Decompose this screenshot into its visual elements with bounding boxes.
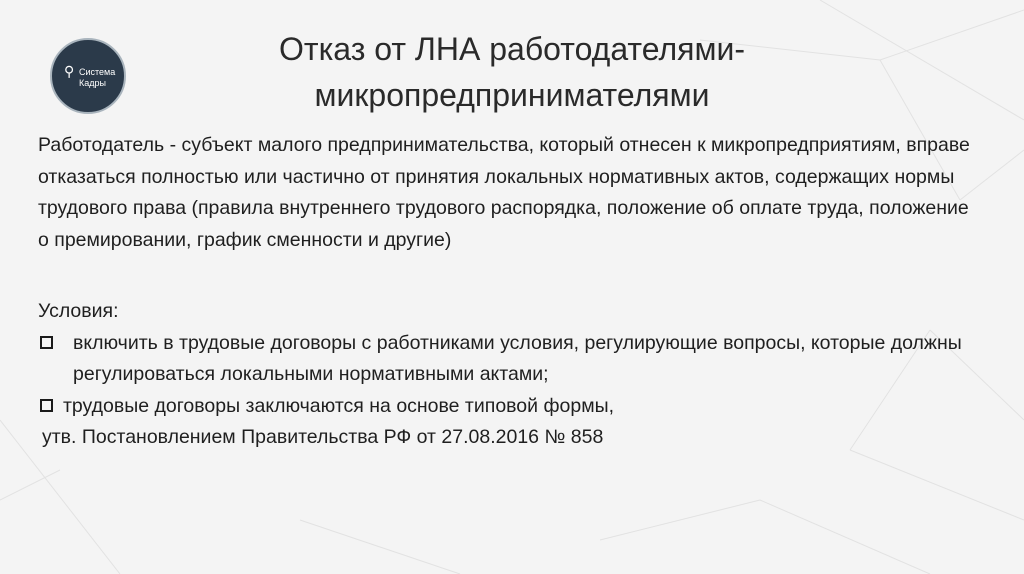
condition-item-text: трудовые договоры заключаются на основе типовой формы,: [63, 394, 615, 417]
condition-item-text: включить в трудовые договоры с работниками условия, регулирующие вопросы, которые должны регулироваться локальными нормативными актами;: [73, 331, 962, 385]
intro-paragraph: Работодатель - субъект малого предпринимательства, который отнесен к микропредприятиям, вправе отказаться полностью или частично от принятия локальных нормативных актов, содержащих нормы трудового права (правила внутреннего трудового распорядка, положение об оплате труда, положение о премировании, график сменности и другие): [38, 134, 970, 251]
condition-note: утв. Постановлением Правительства РФ от 27.08.2016 № 858: [42, 426, 604, 448]
slide-title-line2: микропредпринимателями: [314, 77, 710, 113]
checkbox-bullet-icon: [40, 399, 53, 412]
condition-item: [38, 391, 978, 423]
conditions-heading: Условия:: [38, 300, 119, 322]
slide-title-line1: Отказ от ЛНА работодателями-: [279, 31, 745, 67]
person-network-icon: ⚲: [64, 63, 75, 79]
logo-text-line2: Кадры: [79, 78, 106, 88]
logo-text-line1: Система: [79, 67, 116, 77]
condition-item: [38, 328, 978, 391]
checkbox-bullet-icon: [40, 336, 53, 349]
slide-body: [38, 130, 978, 454]
slide-title: [0, 26, 1024, 118]
